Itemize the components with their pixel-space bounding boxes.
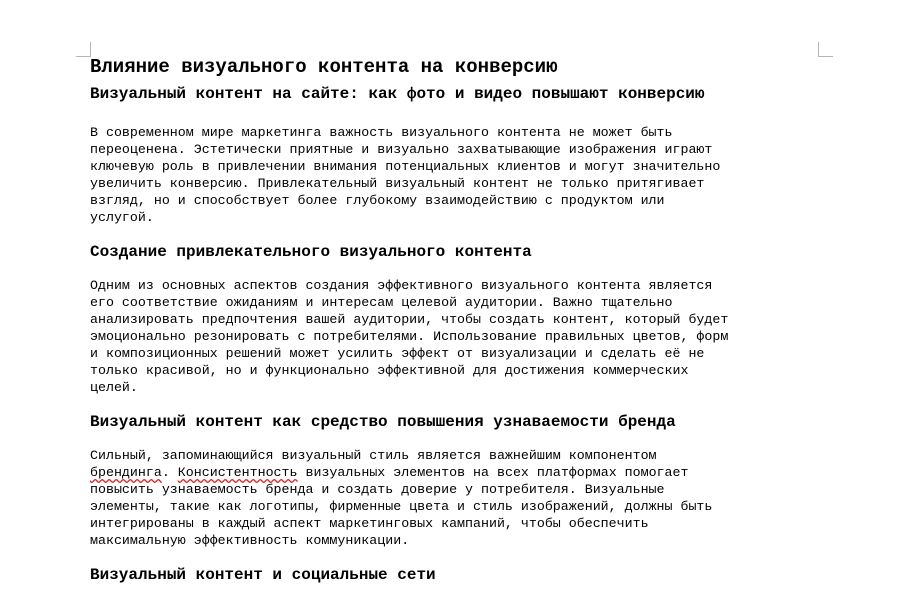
- paragraph-line: его соответствие ожиданиям и интересам целевой аудитории. Важно тщательно: [90, 295, 673, 310]
- paragraph-line: только красивой, но и функционально эффективной для достижения коммерческих: [90, 363, 689, 378]
- paragraph-line: эмоционально резонировать с потребителями. Использование правильных цветов, форм: [90, 329, 729, 344]
- section-paragraph-brand-recognition: [90, 447, 830, 549]
- paragraph-line: услугой.: [90, 210, 154, 225]
- paragraph-line: максимальную эффективность коммуникации.: [90, 533, 410, 548]
- document-body[interactable]: [90, 54, 830, 587]
- section-heading-social-media: Визуальный контент и социальные сети: [90, 566, 436, 584]
- paragraph-line: переоценена. Эстетически приятные и визуально захватывающие изображения играют: [90, 142, 713, 157]
- document-title: Влияние визуального контента на конверсию: [90, 56, 558, 78]
- section-paragraph-creating-content: [90, 277, 830, 396]
- text-run: .: [161, 465, 178, 480]
- misspelled-word[interactable]: брендинга: [90, 465, 162, 480]
- paragraph-line: элементы, такие как логотипы, фирменные цвета и стиль изображений, должны быть: [90, 499, 713, 514]
- paragraph-line: интегрированы в каждый аспект маркетинговых кампаний, чтобы обеспечить: [90, 516, 649, 531]
- paragraph-line: повысить узнаваемость бренда и создать доверие у потребителя. Визуальные: [90, 482, 665, 497]
- paragraph-line: анализировать предпочтения вашей аудитории, чтобы создать контент, который будет: [90, 312, 729, 327]
- document-subtitle: Визуальный контент на сайте: как фото и видео повышают конверсию: [90, 85, 705, 103]
- paragraph-line: взгляд, но и способствует более глубокому взаимодействию с продуктом или: [90, 193, 665, 208]
- section-heading-creating-content: Создание привлекательного визуального контента: [90, 243, 532, 261]
- misspelled-word[interactable]: Консистентность: [177, 465, 298, 480]
- paragraph-line: Одним из основных аспектов создания эффективного визуального контента является: [90, 278, 713, 293]
- paragraph-line: увеличить конверсию. Привлекательный визуальный контент не только притягивает: [90, 176, 705, 191]
- page-corner-mark-top-left: [76, 42, 91, 57]
- section-heading-brand-recognition: Визуальный контент как средство повышения узнаваемости бренда: [90, 413, 676, 431]
- paragraph-line: ключевую роль в привлечении внимания потенциальных клиентов и могут значительно: [90, 159, 721, 174]
- intro-paragraph: [90, 124, 830, 226]
- paragraph-line: [90, 464, 830, 481]
- text-run: визуальных элементов на всех платформах помогает: [297, 465, 689, 480]
- paragraph-line: и композиционных решений может усилить эффект от визуализации и сделать её не: [90, 346, 705, 361]
- paragraph-line: Сильный, запоминающийся визуальный стиль является важнейшим компонентом: [90, 448, 657, 463]
- paragraph-line: В современном мире маркетинга важность визуального контента не может быть: [90, 125, 673, 140]
- paragraph-line: целей.: [90, 380, 138, 395]
